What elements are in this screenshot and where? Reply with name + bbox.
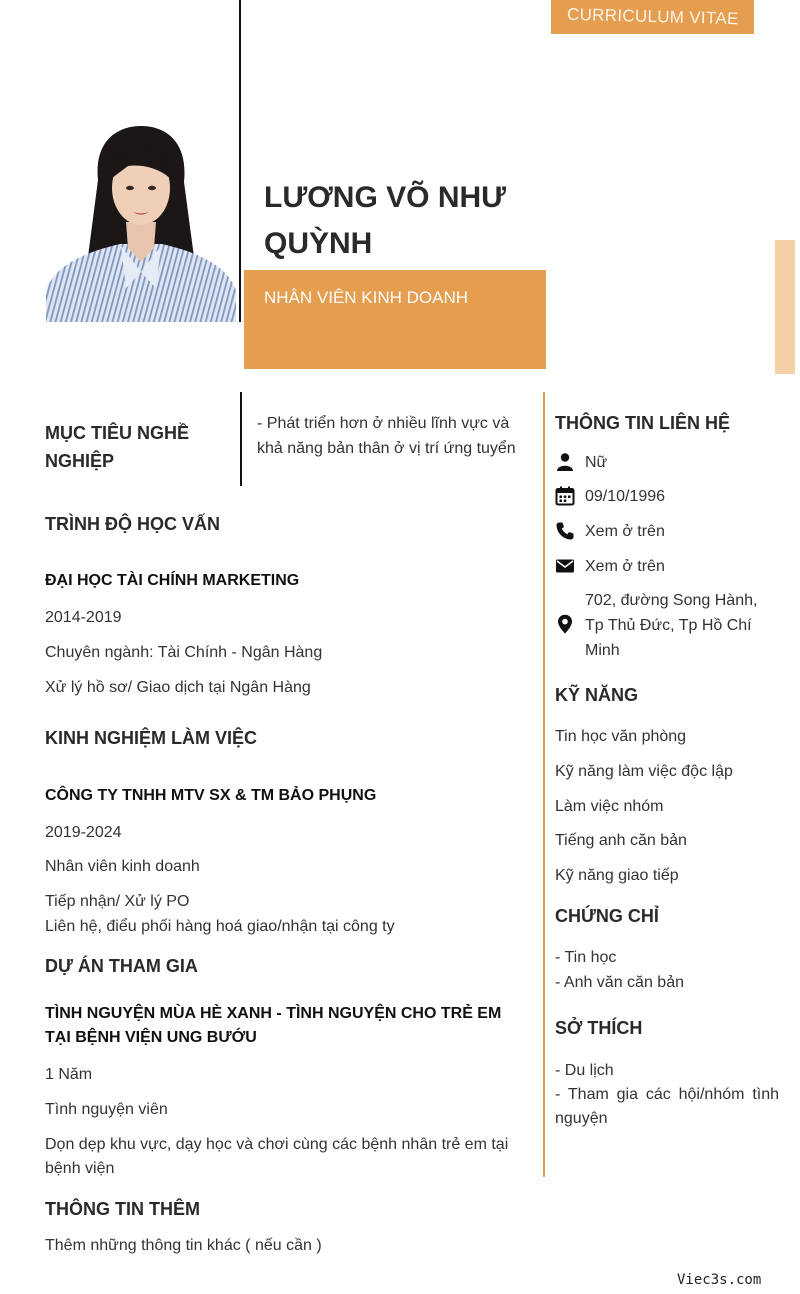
project-description: Dọn dẹp khu vực, dạy học và chơi cùng các bệnh nhân trẻ em tại bệnh viện <box>45 1136 509 1177</box>
education-period: 2014-2019 <box>45 609 122 626</box>
job-title: NHÂN VIÊN KINH DOANH <box>264 288 469 307</box>
side-accent-tab <box>775 240 795 374</box>
skill-item: Kỹ năng giao tiếp <box>555 867 679 884</box>
certificate-item: - Tin học <box>555 949 617 966</box>
profile-photo-image <box>46 122 236 322</box>
candidate-name: LƯƠNG VÕ NHƯ QUỲNH <box>264 181 507 260</box>
contact-phone: Xem ở trên <box>585 523 665 540</box>
skills-heading: KỸ NĂNG <box>555 685 639 705</box>
skill-item: Làm việc nhóm <box>555 798 664 815</box>
additional-heading: THÔNG TIN THÊM <box>45 1199 200 1219</box>
location-pin-icon <box>555 614 575 634</box>
experience-duty-2: Liên hệ, điểu phối hàng hoá giao/nhận tại công ty <box>45 918 395 935</box>
project-role: Tình nguyện viên <box>45 1101 168 1118</box>
objective-text: - Phát triển hơn ở nhiều lĩnh vực và khả năng bản thân ở vị trí ứng tuyển <box>257 415 516 457</box>
skill-item: Tiếng anh căn bản <box>555 832 687 849</box>
education-detail: Xử lý hồ sơ/ Giao dịch tại Ngân Hàng <box>45 679 311 696</box>
contact-birthday: 09/10/1996 <box>585 488 666 505</box>
skill-item: Kỹ năng làm việc độc lập <box>555 763 733 780</box>
education-major: Chuyên ngành: Tài Chính - Ngân Hàng <box>45 644 323 661</box>
column-divider <box>543 392 545 1177</box>
contact-gender: Nữ <box>585 454 608 471</box>
experience-company: CÔNG TY TNHH MTV SX & TM BẢO PHỤNG <box>45 787 377 804</box>
experience-period: 2019-2024 <box>45 824 122 841</box>
experience-duty-1: Tiếp nhận/ Xử lý PO <box>45 893 190 910</box>
hobby-item: - Tham gia các hội/nhóm tình nguyện <box>555 1086 779 1127</box>
profile-photo <box>46 122 236 322</box>
project-duration: 1 Năm <box>45 1066 93 1083</box>
cv-banner-label: CURRICULUM VITAE <box>566 4 739 29</box>
projects-heading: DỰ ÁN THAM GIA <box>45 956 198 976</box>
contact-heading: THÔNG TIN LIÊN HỆ <box>555 413 730 433</box>
contact-email: Xem ở trên <box>585 558 665 575</box>
mail-icon <box>555 556 575 576</box>
education-school: ĐẠI HỌC TÀI CHÍNH MARKETING <box>45 572 300 589</box>
contact-address: 702, đường Song Hành, Tp Thủ Đức, Tp Hồ Chí Minh <box>585 592 758 659</box>
watermark: Viec3s.com <box>677 1272 762 1288</box>
objective-heading: MỤC TIÊU NGHỀ NGHIỆP <box>45 423 189 471</box>
certificates-heading: CHỨNG CHỈ <box>555 906 659 926</box>
phone-icon <box>555 521 575 541</box>
project-name: TÌNH NGUYỆN MÙA HÈ XANH - TÌNH NGUYỆN CHO TRẺ EM TẠI BỆNH VIỆN UNG BƯỚU <box>45 1005 502 1046</box>
education-heading: TRÌNH ĐỘ HỌC VẤN <box>45 514 220 534</box>
header-divider-line <box>239 0 241 322</box>
experience-position: Nhân viên kinh doanh <box>45 858 200 875</box>
calendar-icon <box>555 486 575 506</box>
additional-text: Thêm những thông tin khác ( nếu cần ) <box>45 1237 322 1254</box>
job-title-box <box>244 270 546 369</box>
experience-heading: KINH NGHIỆM LÀM VIỆC <box>45 728 258 748</box>
person-icon <box>555 452 575 472</box>
cv-banner <box>551 0 754 34</box>
hobbies-heading: SỞ THÍCH <box>555 1018 643 1038</box>
hobby-item: - Du lịch <box>555 1062 614 1079</box>
certificate-item: - Anh văn căn bản <box>555 974 684 991</box>
skill-item: Tin học văn phòng <box>555 728 687 745</box>
objective-divider-line <box>240 392 242 486</box>
